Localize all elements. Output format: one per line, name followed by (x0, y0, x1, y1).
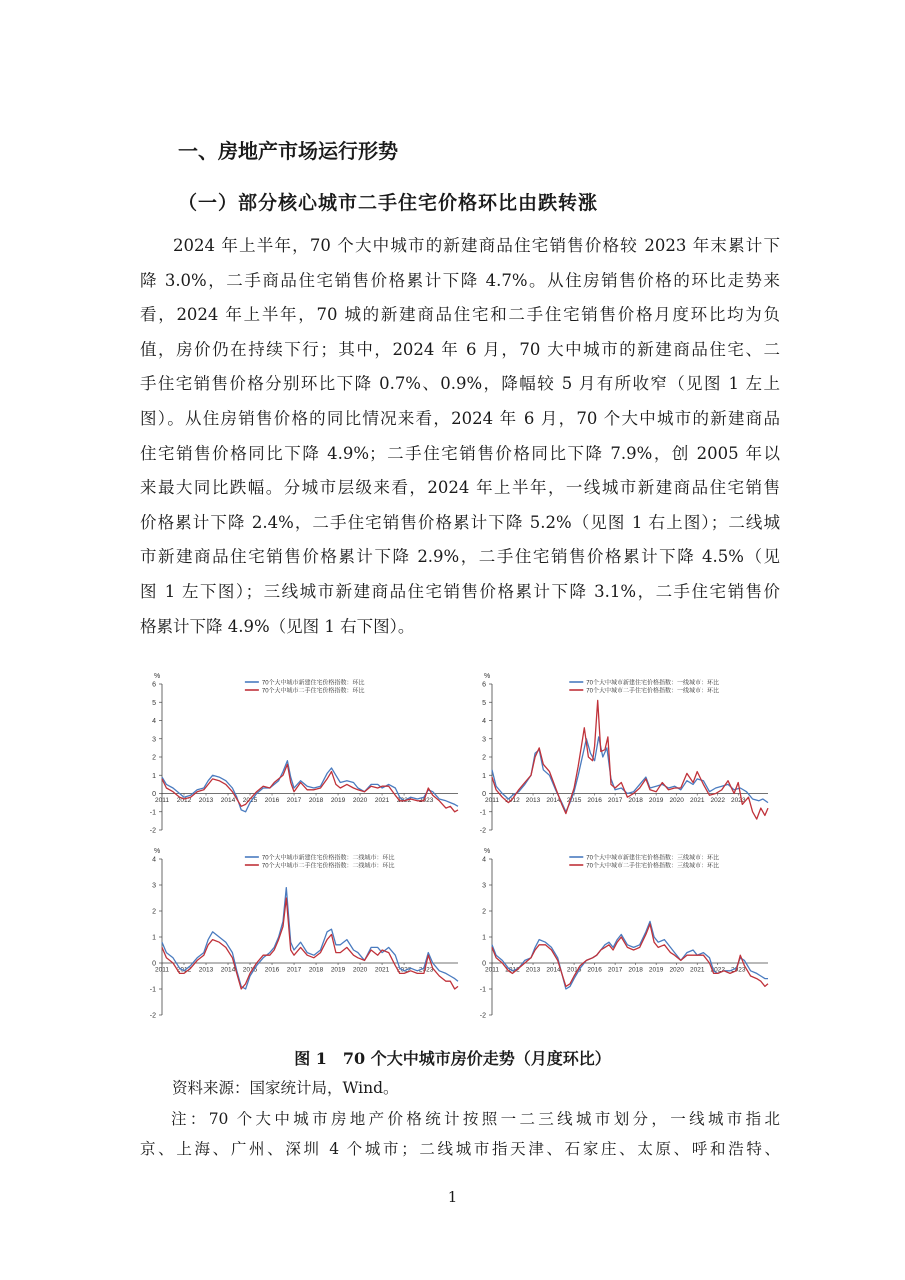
legend-label: 70个大中城市新建住宅价格指数：一线城市：环比 (586, 680, 719, 687)
x-tick-label: 2021 (374, 966, 390, 974)
x-tick-label: 2018 (308, 797, 324, 804)
x-tick-label: 2015 (566, 966, 582, 974)
y-tick-label: 4 (152, 856, 156, 864)
body-line: 2024 年上半年，70 个大中城市的新建商品住宅销售价格较 2023 年末累计下 (173, 236, 780, 255)
y-axis-unit: % (484, 673, 491, 680)
x-tick-label: 2023 (731, 797, 746, 804)
x-tick-label: 2022 (710, 966, 725, 974)
legend-label: 70个大中城市二手住宅价格指数：三线城市：环比 (586, 863, 719, 870)
body-line: 图）。从住房销售价格的同比情况来看，2024 年 6 月，70 个大中城市的新建商品 (140, 408, 780, 428)
y-tick-label: 3 (482, 736, 486, 744)
x-tick-label: 2017 (607, 797, 623, 804)
y-tick-label: -1 (149, 809, 156, 817)
x-tick-label: 2014 (546, 797, 561, 804)
x-tick-label: 2021 (689, 797, 705, 804)
y-tick-label: 2 (482, 754, 486, 762)
x-tick-label: 2014 (546, 966, 561, 974)
body-line: 市新建商品住宅销售价格累计下降 2.9%，二手住宅销售价格累计下降 4.5%（见 (140, 547, 780, 567)
legend-label: 70个大中城市新建住宅价格指数：三线城市：环比 (586, 855, 719, 862)
chart-svg-tier2 (140, 845, 470, 1025)
x-tick-label: 2012 (176, 797, 192, 804)
x-tick-label: 2011 (485, 797, 499, 804)
series-line-new-home (492, 921, 768, 989)
y-tick-label: 0 (152, 791, 156, 798)
x-tick-label: 2012 (176, 966, 192, 974)
x-tick-label: 2020 (669, 966, 684, 974)
y-tick-label: 1 (152, 934, 156, 942)
y-tick-label: 4 (482, 718, 486, 725)
note-line: 注：70 个大中城市房地产价格统计按照一二三线城市划分，一线城市指北 (171, 1110, 780, 1128)
y-tick-label: -2 (149, 827, 156, 835)
x-tick-label: 2017 (286, 797, 302, 804)
y-tick-label: 1 (482, 772, 486, 780)
page-number: 1 (447, 1188, 458, 1206)
x-tick-label: 2022 (710, 797, 725, 804)
chart-svg-tier3 (470, 845, 780, 1025)
footnote (140, 1104, 780, 1164)
series-line-new-home (162, 888, 458, 989)
x-tick-label: 2020 (352, 966, 368, 974)
subsection-title: （一）部分核心城市二手住宅价格环比由跌转涨 (178, 192, 599, 214)
chart-bottom-left (140, 845, 470, 1025)
x-tick-label: 2015 (242, 966, 258, 974)
chart-top-right (470, 668, 780, 838)
legend-label: 70个大中城市二手住宅价格指数：一线城市：环比 (586, 688, 719, 695)
y-axis-unit: % (154, 673, 161, 680)
y-tick-label: 6 (152, 681, 156, 689)
figure-caption: 图 1 70 个大中城市房价走势（月度环比） (294, 1049, 611, 1068)
y-tick-label: 3 (152, 736, 156, 744)
x-tick-label: 2017 (286, 966, 302, 974)
y-tick-label: 4 (152, 718, 156, 725)
source-note: 资料来源：国家统计局，Wind。 (172, 1079, 399, 1097)
x-tick-label: 2011 (155, 797, 169, 804)
y-tick-label: 0 (482, 791, 486, 798)
y-tick-label: 5 (152, 699, 156, 707)
legend-label: 70个大中城市新建住宅价格指数：二线城市：环比 (261, 855, 395, 862)
x-tick-label: 2014 (220, 966, 236, 974)
x-tick-label: 2018 (628, 966, 643, 974)
y-tick-label: 5 (482, 699, 486, 707)
x-tick-label: 2016 (587, 797, 602, 804)
body-line: 图 1 左下图）；三线城市新建商品住宅销售价格累计下降 3.1%，二手住宅销售价 (140, 581, 780, 601)
body-line: 看，2024 年上半年，70 城的新建商品住宅和二手住宅销售价格月度环比均为负 (140, 305, 780, 325)
y-tick-label: -2 (479, 827, 486, 835)
legend-label: 70个大中城市新建住宅价格指数：环比 (261, 680, 365, 687)
x-tick-label: 2020 (352, 797, 368, 804)
x-tick-label: 2014 (220, 797, 236, 804)
series-line-second-hand (162, 764, 458, 812)
legend-label: 70个大中城市二手住宅价格指数：二线城市：环比 (261, 863, 395, 870)
x-tick-label: 2016 (264, 797, 280, 804)
x-tick-label: 2021 (689, 966, 705, 974)
x-tick-label: 2019 (648, 966, 664, 974)
y-tick-label: 2 (482, 908, 486, 916)
y-axis-unit: % (484, 848, 491, 855)
y-tick-label: -1 (479, 809, 486, 817)
chart-svg-tier1 (470, 668, 780, 838)
x-tick-label: 2013 (525, 966, 541, 974)
y-tick-label: -1 (479, 986, 486, 994)
body-paragraph (140, 229, 780, 644)
x-tick-label: 2011 (155, 966, 169, 974)
x-tick-label: 2023 (418, 797, 434, 804)
x-tick-label: 2023 (418, 966, 434, 974)
y-tick-label: 3 (152, 882, 156, 890)
chart-svg-national (140, 668, 470, 838)
x-tick-label: 2019 (330, 797, 346, 804)
x-tick-label: 2021 (374, 797, 390, 804)
x-tick-label: 2013 (198, 966, 214, 974)
y-tick-label: 0 (152, 960, 156, 968)
x-tick-label: 2012 (505, 966, 520, 974)
x-tick-label: 2019 (648, 797, 664, 804)
x-tick-label: 2019 (330, 966, 346, 974)
x-tick-label: 2013 (198, 797, 214, 804)
y-tick-label: -2 (479, 1012, 486, 1020)
y-tick-label: -2 (149, 1012, 156, 1020)
series-line-second-hand (492, 924, 768, 986)
x-tick-label: 2011 (485, 966, 499, 974)
y-tick-label: 4 (482, 856, 486, 864)
x-tick-label: 2012 (505, 797, 520, 804)
x-tick-label: 2022 (396, 797, 412, 804)
x-tick-label: 2016 (587, 966, 602, 974)
y-axis-unit: % (154, 848, 161, 855)
body-line: 降 3.0%，二手商品住宅销售价格累计下降 4.7%。从住房销售价格的环比走势来 (140, 270, 780, 290)
x-tick-label: 2022 (396, 966, 412, 974)
body-line: 价格累计下降 2.4%，二手住宅销售价格累计下降 5.2%（见图 1 右上图）；二线城 (140, 512, 780, 532)
y-tick-label: 1 (482, 934, 486, 942)
chart-top-left (140, 668, 470, 838)
body-line: 格累计下降 4.9%（见图 1 右下图）。 (140, 616, 415, 636)
body-line: 手住宅销售价格分别环比下降 0.7%、0.9%，降幅较 5 月有所收窄（见图 1 左上 (140, 374, 780, 394)
x-tick-label: 2018 (308, 966, 324, 974)
y-tick-label: 6 (482, 681, 486, 689)
y-tick-label: 1 (152, 772, 156, 780)
x-tick-label: 2023 (731, 966, 746, 974)
x-tick-label: 2018 (628, 797, 643, 804)
x-tick-label: 2020 (669, 797, 684, 804)
y-tick-label: -1 (149, 986, 156, 994)
x-tick-label: 2016 (264, 966, 280, 974)
y-tick-label: 0 (482, 960, 486, 968)
note-line: 京、上海、广州、深圳 4 个城市；二线城市指天津、石家庄、太原、呼和浩特、 (140, 1140, 780, 1158)
x-tick-label: 2017 (607, 966, 623, 974)
x-tick-label: 2015 (566, 797, 582, 804)
section-title: 一、房地产市场运行形势 (178, 139, 398, 163)
y-tick-label: 2 (152, 908, 156, 916)
body-line: 来最大同比跌幅。分城市层级来看，2024 年上半年，一线城市新建商品住宅销售 (140, 478, 780, 498)
y-tick-label: 2 (152, 754, 156, 762)
legend-label: 70个大中城市二手住宅价格指数：环比 (261, 688, 365, 695)
x-tick-label: 2015 (242, 797, 258, 804)
body-line: 值，房价仍在持续下行；其中，2024 年 6 月，70 大中城市的新建商品住宅、二 (140, 339, 780, 359)
x-tick-label: 2013 (525, 797, 541, 804)
body-line: 住宅销售价格同比下降 4.9%；二手住宅销售价格同比下降 7.9%，创 2005 年以 (140, 443, 780, 463)
y-tick-label: 3 (482, 882, 486, 890)
chart-bottom-right (470, 845, 780, 1025)
